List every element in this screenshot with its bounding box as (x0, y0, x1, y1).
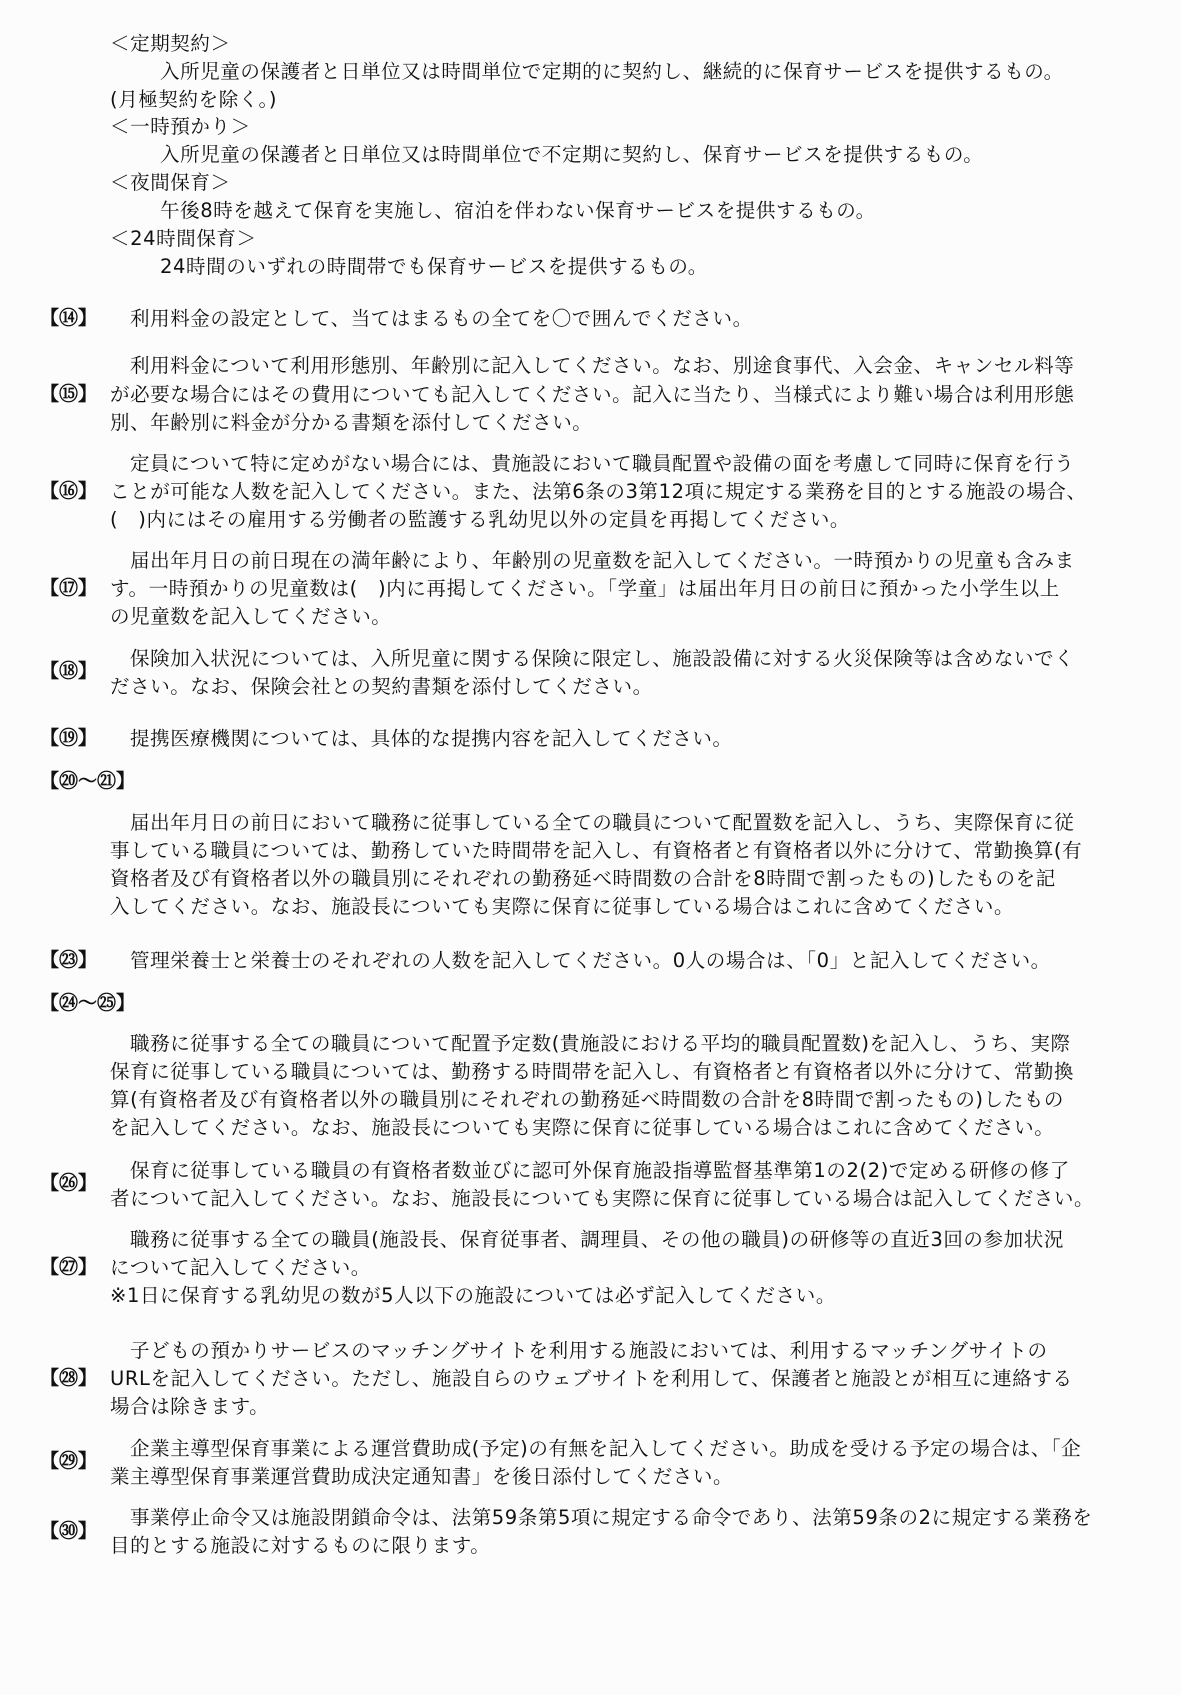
item-text: 職務に従事する全ての職員について配置予定数(貴施設における平均的職員配置数)を記入し、うち、実際 (130, 1032, 1071, 1055)
item-text: 管理栄養士と栄養士のそれぞれの人数を記入してください。0人の場合は、「0」と記入してください。 (130, 949, 1051, 972)
item-text: 提携医療機関については、具体的な提携内容を記入してください。 (130, 727, 733, 750)
item-text: を記入してください。なお、施設長についても実際に保育に従事している場合はこれに含めてください。 (110, 1116, 1055, 1139)
definition-heading: ＜24時間保育＞ (110, 227, 257, 250)
item-text: ことが可能な人数を記入してください。また、法第6条の3第12項に規定する業務を目的とする施設の場合、 (110, 480, 1087, 503)
item-text: 業主導型保育事業運営費助成決定通知書」を後日添付してください。 (110, 1465, 734, 1488)
item-text: 利用料金の設定として、当てはまるもの全てを〇で囲んでください。 (130, 307, 753, 330)
item-text: の児童数を記入してください。 (110, 605, 392, 628)
item-text: 子どもの預かりサービスのマッチングサイトを利用する施設においては、利用するマッチングサイトの (130, 1339, 1048, 1362)
item-text: 保育に従事している職員の有資格者数並びに認可外保育施設指導監督基準第1の2(2)で定める研修の修了 (130, 1159, 1070, 1182)
definition-heading: ＜定期契約＞ (110, 32, 231, 55)
item-text: す。一時預かりの児童数は( )内に再掲してください。「学童」は届出年月日の前日に預かった小学生以上 (110, 577, 1060, 600)
item-text: 企業主導型保育事業による運営費助成(予定)の有無を記入してください。助成を受ける予定の場合は、「企 (130, 1437, 1082, 1460)
item-label: 【㉙】 (40, 1450, 98, 1472)
item-label: 【㉖】 (40, 1172, 98, 1194)
definition-heading: ＜夜間保育＞ (110, 171, 231, 194)
definition-text: 入所児童の保護者と日単位又は時間単位で定期的に契約し、継続的に保育サービスを提供するもの。 (160, 60, 1064, 83)
item-text: が必要な場合にはその費用についても記入してください。記入に当たり、当様式により難い場合は利用形態 (110, 383, 1075, 406)
item-text: 保育に従事している職員については、勤務する時間帯を記入し、有資格者と有資格者以外に分けて、常勤換 (110, 1060, 1075, 1083)
item-label: 【⑮】 (40, 383, 98, 405)
item-text: 職務に従事する全ての職員(施設長、保育従事者、調理員、その他の職員)の研修等の直近3回の参加状況 (130, 1228, 1064, 1251)
item-text: について記入してください。 (110, 1256, 371, 1279)
definition-text: 24時間のいずれの時間帯でも保育サービスを提供するもの。 (160, 255, 708, 278)
item-text: 事している職員については、勤務していた時間帯を記入し、有資格者と有資格者以外に分けて、常勤換算(有 (110, 839, 1083, 862)
item-text: URLを記入してください。ただし、施設自らのウェブサイトを利用して、保護者と施設とが相互に連絡する (110, 1367, 1073, 1390)
item-text: ( )内にはその雇用する労働者の監護する乳幼児以外の定員を再掲してください。 (110, 508, 851, 531)
item-text: 算(有資格者及び有資格者以外の職員別にそれぞれの勤務延べ時間数の合計を8時間で割ったもの)したもの (110, 1088, 1065, 1111)
item-text: 利用料金について利用形態別、年齢別に記入してください。なお、別途食事代、入会金、キャンセル料等 (130, 354, 1075, 377)
item-text: 届出年月日の前日現在の満年齢により、年齢別の児童数を記入してください。一時預かりの児童も含みま (130, 549, 1075, 572)
item-note: ※1日に保育する乳幼児の数が5人以下の施設については必ず記入してください。 (110, 1284, 836, 1307)
item-text: 別、年齢別に料金が分かる書類を添付してください。 (110, 411, 593, 434)
item-text: 場合は除きます。 (110, 1395, 270, 1418)
definition-text: 午後8時を越えて保育を実施し、宿泊を伴わない保育サービスを提供するもの。 (160, 199, 876, 222)
item-text: 目的とする施設に対するものに限ります。 (110, 1534, 491, 1557)
item-label: 【⑯】 (40, 480, 98, 502)
item-label: 【㉚】 (40, 1520, 98, 1542)
item-label: 【⑱】 (40, 660, 98, 682)
item-text: 資格者及び有資格者以外の職員別にそれぞれの勤務延べ時間数の合計を8時間で割ったもの)したものを記 (110, 867, 1056, 890)
item-label: 【⑳～㉑】 (40, 770, 136, 792)
item-label: 【㉘】 (40, 1367, 98, 1389)
item-label: 【⑭】 (40, 307, 98, 329)
item-label: 【㉗】 (40, 1256, 98, 1278)
item-text: 届出年月日の前日において職務に従事している全ての職員について配置数を記入し、うち、実際保育に従 (130, 811, 1075, 834)
definition-text: 入所児童の保護者と日単位又は時間単位で不定期に契約し、保育サービスを提供するもの。 (160, 143, 984, 166)
item-text: 保険加入状況については、入所児童に関する保険に限定し、施設設備に対する火災保険等は含めないでく (130, 647, 1075, 670)
definition-heading: ＜一時預かり＞ (110, 115, 251, 138)
item-label: 【㉔～㉕】 (40, 992, 136, 1014)
definition-text: (月極契約を除く。) (110, 88, 278, 111)
item-label: 【⑲】 (40, 727, 98, 749)
item-label: 【㉓】 (40, 949, 98, 971)
item-text: 者について記入してください。なお、施設長についても実際に保育に従事している場合は記入してください。 (110, 1187, 1095, 1210)
item-text: 入してください。なお、施設長についても実際に保育に従事している場合はこれに含めてください。 (110, 895, 1015, 918)
item-text: 事業停止命令又は施設閉鎖命令は、法第59条第5項に規定する命令であり、法第59条の2に規定する業務を (130, 1506, 1093, 1529)
item-text: 定員について特に定めがない場合には、貴施設において職員配置や設備の面を考慮して同時に保育を行う (130, 452, 1075, 475)
item-label: 【⑰】 (40, 577, 98, 599)
item-text: ださい。なお、保険会社との契約書類を添付してください。 (110, 675, 653, 698)
